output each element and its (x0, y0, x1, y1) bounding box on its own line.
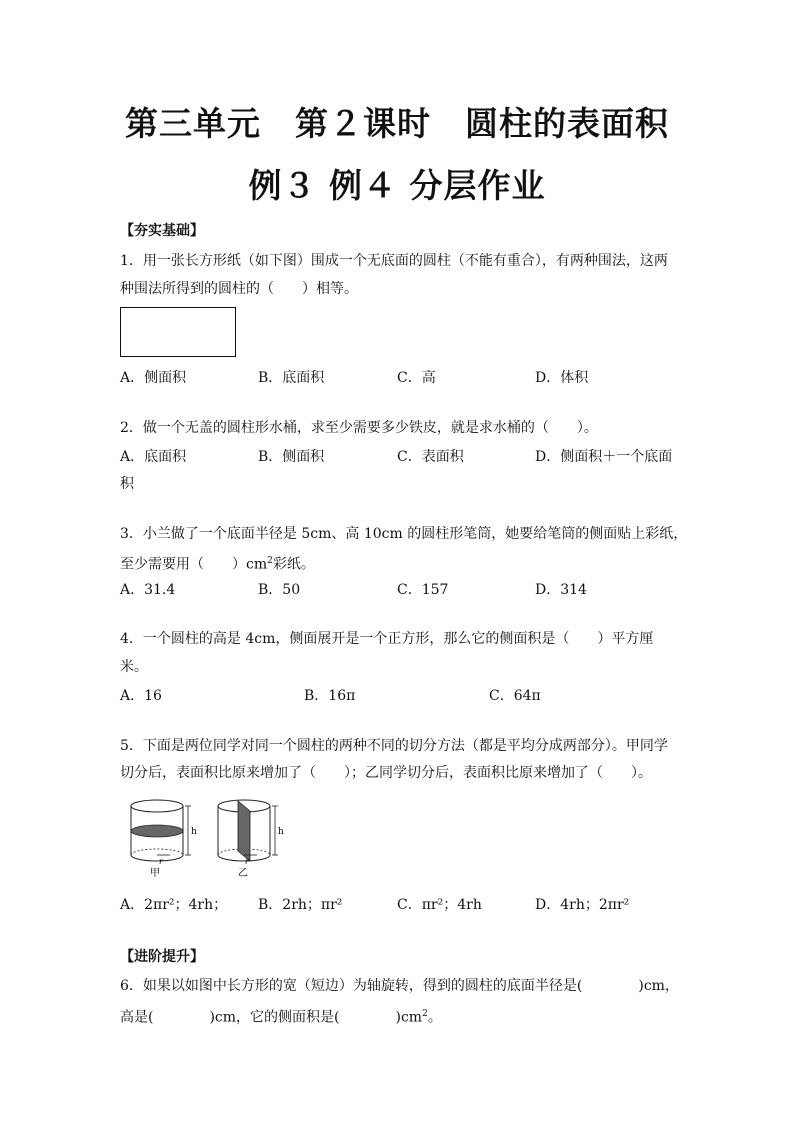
q4-option-a[interactable]: A．16 (120, 688, 162, 704)
q6-line2-text-a: 高是( )cm，它的侧面积是( )cm (120, 1009, 423, 1026)
q5-line1: 5．下面是两位同学对同一个圆柱的两种不同的切分方法（都是平均分成两部分）。甲同学 (120, 738, 668, 754)
q3-line1: 3．小兰做了一个底面半径是 5cm、高 10cm 的圆柱形笔筒，她要给笔筒的侧面贴上彩纸， (120, 526, 688, 542)
q1-option-c[interactable]: C．高 (397, 370, 436, 386)
q2-option-d[interactable]: D．侧面积＋一个底面 (535, 449, 673, 465)
cylinder-figures (126, 797, 296, 879)
section-advanced: 【进阶提升】 (120, 949, 204, 965)
q2-line1: 2．做一个无盖的圆柱形水桶，求至少需要多少铁皮，就是求水桶的（ ）。 (120, 420, 598, 436)
q1-line1: 1．用一张长方形纸（如下图）围成一个无底面的圆柱（不能有重合），有两种围法，这两 (120, 253, 668, 269)
page-title: 第三单元 第２课时 圆柱的表面积 (125, 104, 669, 143)
q5-option-c[interactable]: C．πr²；4rh (397, 897, 482, 913)
q6-line2 (120, 1004, 442, 1028)
q1-option-d[interactable]: D．体积 (535, 370, 589, 386)
q5-option-a[interactable]: A．2πr²；4rh； (120, 897, 228, 913)
q2-option-c[interactable]: C．表面积 (397, 449, 464, 465)
cylinder-yi (218, 800, 284, 879)
yi-h-label: h (278, 827, 284, 837)
q3-option-d[interactable]: D．314 (535, 582, 587, 598)
section-basic: 【夯实基础】 (120, 223, 204, 239)
q5-line2: 切分后，表面积比原来增加了（ ）；乙同学切分后，表面积比原来增加了（ ）。 (120, 765, 652, 781)
q2-option-d-wrap: 积 (120, 476, 134, 492)
jia-r-label: r (159, 857, 163, 866)
q2-option-a[interactable]: A．底面积 (120, 449, 187, 465)
page-subtitle: 例３ 例４ 分层作业 (248, 166, 546, 205)
jia-h-label: h (191, 827, 197, 837)
q3-line2 (120, 551, 315, 575)
q3-line2-text-b: 彩纸。 (272, 556, 315, 573)
q3-option-a[interactable]: A．31.4 (120, 582, 176, 598)
jia-label: 甲 (150, 868, 160, 879)
q3-option-b[interactable]: B．50 (258, 582, 301, 598)
q4-line1: 4．一个圆柱的高是 4cm，侧面展开是一个正方形，那么它的侧面积是（ ）平方厘 (120, 631, 654, 647)
q4-line2: 米。 (120, 659, 148, 675)
rectangle-figure (120, 307, 236, 357)
q5-option-b[interactable]: B．2rh；πr² (258, 897, 343, 913)
q6-sup: 2 (422, 1009, 428, 1019)
q3-option-c[interactable]: C．157 (397, 582, 449, 598)
q6-line1: 6．如果以如图中长方形的宽（短边）为轴旋转，得到的圆柱的底面半径是( )cm， (120, 978, 679, 994)
q2-option-b[interactable]: B．侧面积 (258, 449, 325, 465)
yi-label: 乙 (238, 868, 248, 879)
q5-option-d[interactable]: D．4rh；2πr² (535, 897, 630, 913)
yi-r-label: r (245, 857, 249, 866)
cylinder-jia (131, 800, 197, 879)
q3-sup: 2 (267, 556, 273, 566)
q1-option-b[interactable]: B．底面积 (258, 370, 325, 386)
q4-option-c[interactable]: C．64π (489, 688, 541, 704)
q3-line2-text-a: 至少需要用（ ）cm (120, 556, 268, 573)
q1-option-a[interactable]: A．侧面积 (120, 370, 187, 386)
q6-line2-text-b: 。 (427, 1009, 442, 1026)
q4-option-b[interactable]: B．16π (304, 688, 356, 704)
q1-line2: 种围法所得到的圆柱的（ ）相等。 (120, 281, 358, 297)
